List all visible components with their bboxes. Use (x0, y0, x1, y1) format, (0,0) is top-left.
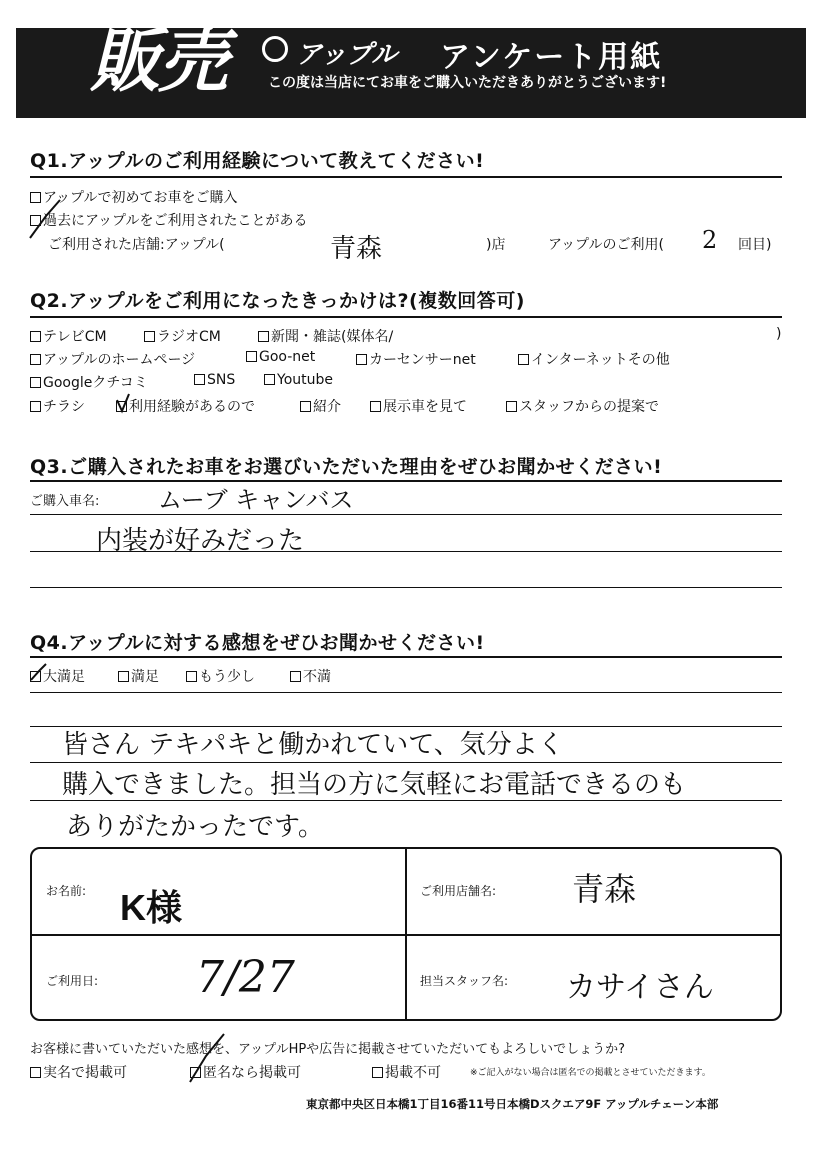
q4-line-2 (30, 762, 782, 763)
store-label: ご利用店舗名: (420, 884, 497, 898)
q1-store-label-prefix: ご利用された店舗:アップル( (48, 237, 225, 253)
checkbox-icon[interactable] (290, 671, 301, 682)
name-value[interactable]: K様 (120, 887, 182, 928)
checkbox-icon[interactable] (258, 331, 269, 342)
q2-rule (30, 316, 782, 318)
q4-option-dissatisfied[interactable]: 不満 (290, 666, 331, 686)
info-divider-horizontal (30, 934, 782, 936)
q3-car-value[interactable]: ムーブ キャンバス (158, 486, 354, 514)
q1-option-past[interactable]: 過去にアップルをご利用されたことがある (30, 210, 307, 230)
check-mark-icon (184, 1030, 228, 1086)
q1-usage-value[interactable]: 2 (702, 226, 718, 254)
q2-title: Q2.アップルをご利用になったきっかけは?(複数回答可) (30, 290, 525, 312)
footer-address: 東京都中央区日本橋1丁目16番11号日本橋Dスクエア9F アップルチェーン本部 (306, 1097, 719, 1111)
q1-option-first[interactable]: アップルで初めてお車をご購入 (30, 187, 237, 207)
checkbox-icon[interactable] (518, 354, 529, 365)
q2-option-internet-other[interactable]: インターネットその他 (518, 349, 670, 369)
q2-option-youtube[interactable]: Youtube (264, 372, 333, 388)
q4-comment-line-3[interactable]: ありがたかったです。 (66, 812, 324, 842)
q4-line-3 (30, 800, 782, 801)
checkbox-icon[interactable] (506, 401, 517, 412)
q2-row1-close: ) (776, 326, 782, 342)
staff-label: 担当スタッフ名: (420, 974, 509, 988)
q1-store-label-suffix: )店 (486, 237, 506, 253)
checkbox-icon[interactable] (118, 671, 129, 682)
date-label: ご利用日: (46, 974, 99, 988)
check-mark-icon (114, 392, 132, 414)
q3-title: Q3.ご購入されたお車をお選びいただいた理由をぜひお聞かせください! (30, 456, 663, 478)
q4-rule (30, 656, 782, 658)
banner-thanks: この度は当店にてお車をご購入いただきありがとうございます! (268, 75, 667, 91)
checkbox-icon[interactable] (30, 331, 41, 342)
q1-store-value[interactable]: 青森 (330, 234, 383, 264)
q4-comment-line-2[interactable]: 購入できました。担当の方に気軽にお電話できるのも (62, 770, 687, 800)
q2-option-goonet[interactable]: Goo-net (246, 349, 315, 365)
q2-option-showroom[interactable]: 展示車を見て (370, 396, 467, 416)
q4-option-satisfied[interactable]: 満足 (118, 666, 159, 686)
q2-option-tvcm[interactable]: テレビCM (30, 326, 107, 346)
banner-brand: アップル (296, 40, 398, 70)
q4-line-0 (30, 692, 782, 693)
q1-rule (30, 176, 782, 178)
checkbox-icon[interactable] (30, 377, 41, 388)
consent-option-decline[interactable]: 掲載不可 (372, 1062, 441, 1082)
q2-option-google-review[interactable]: Googleクチコミ (30, 372, 148, 392)
q2-option-flyer[interactable]: チラシ (30, 396, 85, 416)
q4-comment-line-1[interactable]: 皆さん テキパキと働かれていて、気分よく (62, 730, 564, 760)
q1-title: Q1.アップルのご利用経験について教えてください! (30, 150, 485, 172)
q3-reason[interactable]: 内装が好みだった (96, 526, 305, 556)
q3-car-label: ご購入車名: (30, 494, 100, 509)
q2-option-prior-use[interactable]: 利用経験があるので (116, 396, 255, 416)
q3-line-3 (30, 587, 782, 588)
banner-subtitle: アンケート用紙 (440, 40, 663, 75)
q2-option-newspaper[interactable]: 新聞・雑誌(媒体名/ (258, 326, 393, 346)
q3-line-2 (30, 551, 782, 552)
q3-line-1 (30, 514, 782, 515)
q4-option-so-so[interactable]: もう少し (186, 666, 255, 686)
checkbox-icon[interactable] (30, 1067, 41, 1078)
banner-title: 販売 (90, 20, 226, 102)
checkbox-icon[interactable] (144, 331, 155, 342)
q1-usage-label-suffix: 回目) (738, 237, 772, 253)
store-value[interactable]: 青森 (572, 870, 637, 908)
consent-question: お客様に書いていただいた感想を、アップルHPや広告に掲載させていただいてもよろしいでしょうか? (30, 1042, 626, 1057)
q2-option-referral[interactable]: 紹介 (300, 396, 341, 416)
checkbox-icon[interactable] (372, 1067, 383, 1078)
checkbox-icon[interactable] (356, 354, 367, 365)
checkbox-icon[interactable] (30, 354, 41, 365)
q2-option-staff-suggestion[interactable]: スタッフからの提案で (506, 396, 659, 416)
consent-option-real-name[interactable]: 実名で掲載可 (30, 1062, 127, 1082)
checkbox-icon[interactable] (186, 671, 197, 682)
consent-note: ※ご記入がない場合は匿名での掲載とさせていただきます。 (470, 1068, 711, 1078)
checkbox-icon[interactable] (194, 374, 205, 385)
q2-option-homepage[interactable]: アップルのホームページ (30, 349, 195, 369)
q2-option-sns[interactable]: SNS (194, 372, 235, 388)
name-label: お名前: (46, 884, 87, 898)
q1-usage-label-prefix: アップルのご利用( (548, 237, 664, 253)
q4-option-very-satisfied[interactable]: 大満足 (30, 666, 85, 686)
q3-rule (30, 480, 782, 482)
checkbox-icon[interactable] (264, 374, 275, 385)
checkbox-icon[interactable] (300, 401, 311, 412)
consent-option-anonymous[interactable]: 匿名なら掲載可 (190, 1062, 301, 1082)
date-value[interactable]: 7/27 (196, 952, 295, 1003)
apple-logo-icon (262, 36, 288, 62)
checkbox-icon[interactable] (370, 401, 381, 412)
check-mark-icon (28, 662, 48, 684)
staff-value[interactable]: カサイさん (566, 970, 714, 1005)
q2-option-carsensor[interactable]: カーセンサーnet (356, 349, 476, 369)
q2-option-radiocm[interactable]: ラジオCM (144, 326, 221, 346)
checkbox-icon[interactable] (30, 401, 41, 412)
q4-title: Q4.アップルに対する感想をぜひお聞かせください! (30, 632, 485, 654)
checkbox-icon[interactable] (246, 351, 257, 362)
